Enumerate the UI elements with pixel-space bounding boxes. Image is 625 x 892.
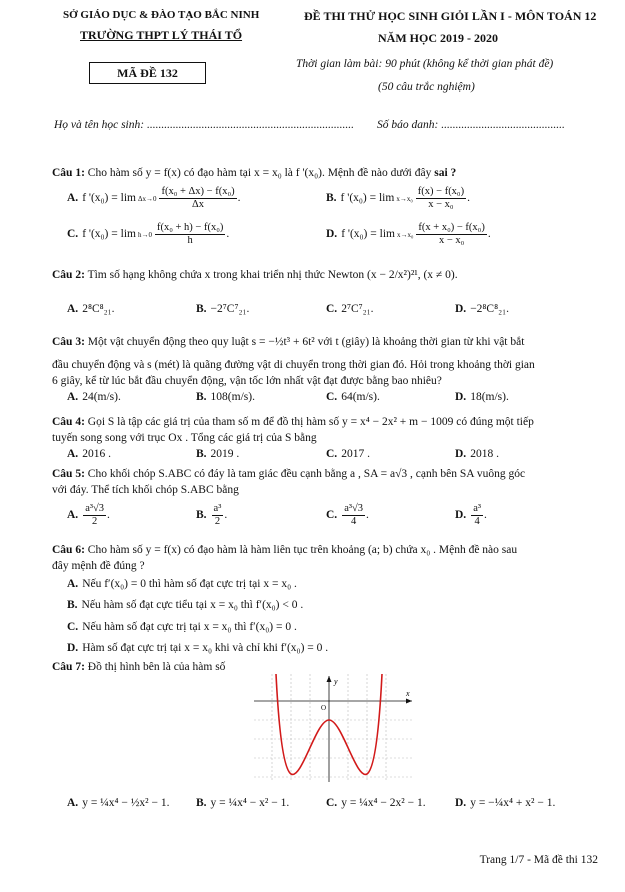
- exam-code: MÃ ĐỀ 132: [117, 66, 178, 80]
- graph-grid: [254, 674, 414, 782]
- q1-option-d: D. f '(x₀) = lim x→x₀ $\frac{\text{f(x + x₀) − f(x₀)}}{\text{x − x₀}}$ .: [326, 222, 491, 246]
- dept-name: SỞ GIÁO DỤC & ĐÀO TẠO BẮC NINH: [63, 9, 260, 21]
- q4-stem-line1: Câu 4: Gọi S là tập các giá trị của tham số m để đồ thị hàm số y = x⁴ − 2x² + m − 1009 có đúng một tiếp: [52, 416, 534, 428]
- q3-stem-line2: đầu chuyển động và s (mét) là quãng đường vật di chuyển trong thời gian đó. Hỏi trong khoảng thời gian: [52, 359, 535, 371]
- q5-stem-line2: với đáy. Thể tích khối chóp S.ABC bằng: [52, 484, 239, 496]
- q6-option-b: B. Nếu hàm số đạt cực tiểu tại x = x₀ thì f′(x₀) < 0 .: [67, 599, 304, 611]
- q4-option-c: C. 2017 .: [326, 448, 370, 460]
- y-axis-arrow: [327, 676, 332, 682]
- q1-stem: Câu 1: Cho hàm số y = f(x) có đạo hàm tại x = x₀ là f '(x₀). Mệnh đề nào dưới đây sai ?: [52, 167, 457, 179]
- school-name: TRƯỜNG THPT LÝ THÁI TỔ: [80, 28, 243, 42]
- q7-option-d: D. y = −¼x⁴ + x² − 1.: [455, 797, 556, 809]
- q2-stem: Câu 2: Tìm số hạng không chứa x trong khai triển nhị thức Newton (x − 2/x²)²¹, (x ≠ 0).: [52, 269, 458, 281]
- exam-year: NĂM HỌC 2019 - 2020: [378, 31, 498, 45]
- q3-option-a: A. 24(m/s).: [67, 391, 121, 403]
- q3-stem-line1: Câu 3: Một vật chuyển động theo quy luật s = −½t³ + 6t² với t (giây) là khoảng thời gian từ khi vật bắt: [52, 336, 525, 348]
- q4-option-a: A. 2016 .: [67, 448, 111, 460]
- q1-option-b: B. f '(x₀) = lim x→x₀ $\frac{\text{f(x) − f(x₀)}}{\text{x − x₀}}$ .: [326, 186, 470, 210]
- question-count: (50 câu trắc nghiệm): [378, 81, 475, 93]
- q6-option-d: D. Hàm số đạt cực trị tại x = x₀ khi và chỉ khi f′(x₀) = 0 .: [67, 642, 329, 654]
- q4-stem-line2: tuyến song song với trục Ox . Tổng các giá trị của S bằng: [52, 432, 317, 444]
- q7-option-b: B. y = ¼x⁴ − x² − 1.: [196, 797, 290, 809]
- q4-option-d: D. 2018 .: [455, 448, 499, 460]
- q5-option-b: B. $\frac{\text{a³}}{2}$ .: [196, 503, 228, 527]
- q7-stem: Câu 7: Đồ thị hình bên là của hàm số: [52, 661, 226, 673]
- q2-option-b: B. −2⁷C⁷₂₁.: [196, 303, 250, 315]
- q3-option-b: B. 108(m/s).: [196, 391, 255, 403]
- q7-option-c: C. y = ¼x⁴ − 2x² − 1.: [326, 797, 426, 809]
- q7-option-a: A. y = ¼x⁴ − ½x² − 1.: [67, 797, 170, 809]
- q5-option-d: D. $\frac{\text{a³}}{4}$ .: [455, 503, 487, 527]
- q1-option-c: C. f '(x₀) = lim h→0 $\frac{\text{f(x₀ + h) − f(x₀)}}{h}$ .: [67, 222, 230, 246]
- exam-time: Thời gian làm bài: 90 phút (không kể thời gian phát đề): [296, 58, 554, 70]
- q5-stem-line1: Câu 5: Cho khối chóp S.ABC có đáy là tam giác đều cạnh bằng a , SA = a√3 , cạnh bên SA vuông góc: [52, 468, 526, 480]
- q4-option-b: B. 2019 .: [196, 448, 240, 460]
- q2-option-c: C. 2⁷C⁷₂₁.: [326, 303, 374, 315]
- x-axis-label: x: [406, 689, 410, 698]
- y-axis-label: y: [334, 677, 338, 686]
- q2-option-a: A. 2⁸C⁸₂₁.: [67, 303, 115, 315]
- page-footer: Trang 1/7 - Mã đề thi 132: [479, 854, 598, 866]
- exam-title: ĐỀ THI THỬ HỌC SINH GIỎI LẦN I - MÔN TOÁN 12: [304, 9, 597, 23]
- name-field: Họ và tên học sinh: ........................................................................: [54, 119, 354, 131]
- q3-stem-line3: 6 giây, kể từ lúc bắt đầu chuyển động, vận tốc lớn nhất vật đạt được bằng bao nhiêu?: [52, 375, 442, 387]
- q6-option-a: A. Nếu f′(x₀) = 0 thì hàm số đạt cực trị tại x = x₀ .: [67, 578, 297, 590]
- x-axis-arrow: [406, 699, 412, 704]
- q5-option-c: C. $\frac{\text{a³√3}}{4}$ .: [326, 503, 369, 527]
- q2-option-d: D. −2⁸C⁸₂₁.: [455, 303, 510, 315]
- exam-code-box: [89, 62, 206, 84]
- q6-stem-line1: Câu 6: Cho hàm số y = f(x) có đạo hàm là hàm liên tục trên khoảng (a; b) chứa x₀ . Mệnh đề nào sau: [52, 544, 518, 556]
- q3-option-d: D. 18(m/s).: [455, 391, 509, 403]
- q1-option-a: A. f '(x₀) = lim Δx→0 $\frac{\text{f(x₀ + Δx) − f(x₀)}}{\Delta x}$ .: [67, 186, 241, 210]
- q6-option-c: C. Nếu hàm số đạt cực trị tại x = x₀ thì f′(x₀) = 0 .: [67, 621, 297, 633]
- q7-graph: [254, 674, 416, 782]
- q3-option-c: C. 64(m/s).: [326, 391, 380, 403]
- q5-option-a: A. $\frac{\text{a³√3}}{2}$ .: [67, 503, 110, 527]
- q6-stem-line2: đây mệnh đề đúng ?: [52, 560, 145, 572]
- origin-label: O: [321, 704, 327, 712]
- student-id-field: Số báo danh: ...........................................: [377, 119, 565, 131]
